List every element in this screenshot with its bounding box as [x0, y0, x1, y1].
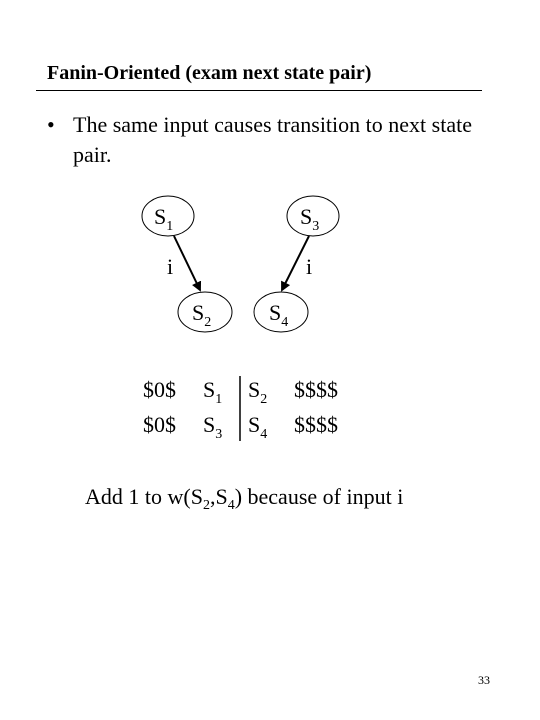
table-row-2-left: $0$: [143, 412, 176, 437]
state-s3-name: S: [300, 204, 313, 229]
bullet-marker: •: [47, 112, 55, 137]
slide-title: Fanin-Oriented (exam next state pair): [47, 62, 372, 84]
table-row-1-right: $$$$: [294, 377, 338, 402]
note-suffix: ) because of input i: [234, 484, 404, 509]
edge-label-s1-s2: i: [167, 254, 174, 279]
edge-s1-s2: [174, 236, 200, 290]
svg-text:S1: [203, 377, 222, 407]
table-row-2-state1: S: [203, 412, 216, 437]
table-row-1-state1: S: [203, 377, 216, 402]
edge-label-s3-s4: i: [306, 254, 313, 279]
state-node-s3: [287, 196, 339, 236]
state-node-s2: [178, 292, 232, 332]
table-row-1-sub1: 1: [215, 392, 223, 407]
state-s3-sub: 3: [312, 219, 320, 234]
weight-note: [85, 484, 403, 514]
svg-text:S2: [248, 377, 267, 407]
state-s4-sub: 4: [281, 315, 289, 330]
table-row-1-sub2: 2: [260, 392, 268, 407]
bullet-text: The same input causes transition to next state pair.: [73, 112, 472, 167]
state-s1-name: S: [154, 204, 167, 229]
note-prefix: Add 1 to w(S: [85, 484, 203, 509]
state-s2-sub: 2: [204, 315, 212, 330]
note-sub-a: 2: [202, 498, 210, 513]
note-mid: ,S: [209, 484, 228, 509]
state-s1-sub: 1: [166, 219, 174, 234]
table-row-2-right: $$$$: [294, 412, 338, 437]
table-row-2-sub2: 4: [260, 427, 268, 442]
state-s4-name: S: [269, 300, 282, 325]
state-s2-name: S: [192, 300, 205, 325]
svg-text:S3: [203, 412, 222, 442]
table-row-2-sub1: 3: [215, 427, 223, 442]
page-number: 33: [478, 673, 490, 687]
state-node-s4: [254, 292, 308, 332]
svg-text:S4: [248, 412, 267, 442]
table-row-1-left: $0$: [143, 377, 176, 402]
state-node-s1: [142, 196, 194, 236]
edge-s3-s4: [282, 236, 309, 290]
note-sub-b: 4: [227, 498, 235, 513]
table-row-2-state2: S: [248, 412, 261, 437]
table-row-1-state2: S: [248, 377, 261, 402]
